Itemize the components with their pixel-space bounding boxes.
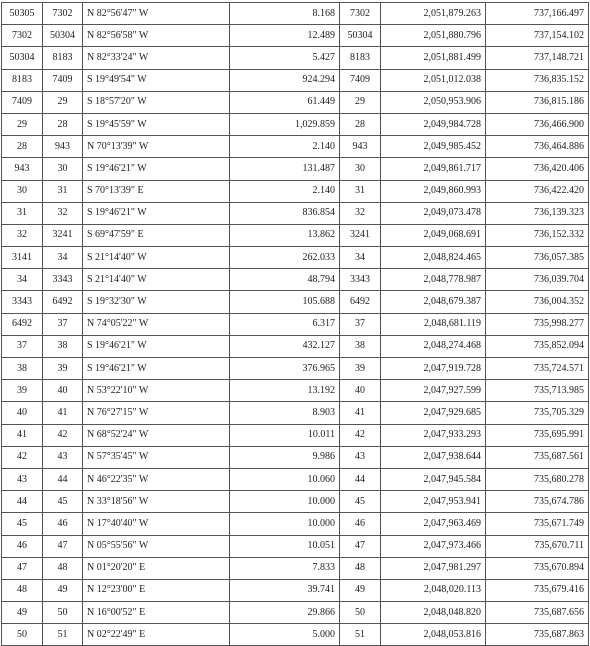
- from-station-cell: 7409: [2, 91, 43, 113]
- distance-cell: 262.033: [230, 247, 340, 269]
- northing-cell: 2,047,919.728: [381, 358, 486, 380]
- bearing-cell: S 69°47'59" E: [83, 224, 230, 246]
- distance-cell: 10.060: [230, 468, 340, 490]
- distance-cell: 10.000: [230, 491, 340, 513]
- easting-cell: 736,422.420: [486, 180, 589, 202]
- from-station-cell: 8183: [2, 69, 43, 91]
- survey-coordinates-table: [1, 2, 589, 646]
- bearing-cell: S 21°14'40" W: [83, 269, 230, 291]
- to-station-cell: 943: [43, 136, 83, 158]
- point-cell: 51: [340, 624, 381, 646]
- table-row: [2, 335, 589, 357]
- table-row: [2, 402, 589, 424]
- from-station-cell: 31: [2, 202, 43, 224]
- from-station-cell: 39: [2, 380, 43, 402]
- to-station-cell: 37: [43, 313, 83, 335]
- to-station-cell: 46: [43, 513, 83, 535]
- table-row: [2, 91, 589, 113]
- bearing-cell: N 70°13'39" W: [83, 136, 230, 158]
- easting-cell: 735,998.277: [486, 313, 589, 335]
- distance-cell: 2.140: [230, 180, 340, 202]
- table-row: [2, 513, 589, 535]
- from-station-cell: 6492: [2, 313, 43, 335]
- table-row: [2, 557, 589, 579]
- easting-cell: 736,152.332: [486, 224, 589, 246]
- to-station-cell: 50304: [43, 25, 83, 47]
- from-station-cell: 943: [2, 158, 43, 180]
- from-station-cell: 30: [2, 180, 43, 202]
- point-cell: 45: [340, 491, 381, 513]
- distance-cell: 8.168: [230, 3, 340, 25]
- point-cell: 49: [340, 579, 381, 601]
- from-station-cell: 3141: [2, 247, 43, 269]
- bearing-cell: N 82°33'24" W: [83, 47, 230, 69]
- bearing-cell: N 17°40'40" W: [83, 513, 230, 535]
- distance-cell: 7.833: [230, 557, 340, 579]
- to-station-cell: 28: [43, 113, 83, 135]
- easting-cell: 735,724.571: [486, 358, 589, 380]
- point-cell: 47: [340, 535, 381, 557]
- bearing-cell: S 70°13'39" E: [83, 180, 230, 202]
- northing-cell: 2,051,879.263: [381, 3, 486, 25]
- from-station-cell: 45: [2, 513, 43, 535]
- table-row: [2, 3, 589, 25]
- to-station-cell: 48: [43, 557, 83, 579]
- bearing-cell: S 19°49'54" W: [83, 69, 230, 91]
- distance-cell: 10.000: [230, 513, 340, 535]
- distance-cell: 61.449: [230, 91, 340, 113]
- easting-cell: 736,835.152: [486, 69, 589, 91]
- distance-cell: 12.489: [230, 25, 340, 47]
- table-row: [2, 69, 589, 91]
- to-station-cell: 51: [43, 624, 83, 646]
- to-station-cell: 6492: [43, 291, 83, 313]
- to-station-cell: 43: [43, 446, 83, 468]
- table-row: [2, 25, 589, 47]
- northing-cell: 2,047,927.599: [381, 380, 486, 402]
- point-cell: 3241: [340, 224, 381, 246]
- point-cell: 3343: [340, 269, 381, 291]
- from-station-cell: 32: [2, 224, 43, 246]
- point-cell: 7409: [340, 69, 381, 91]
- easting-cell: 735,705.329: [486, 402, 589, 424]
- point-cell: 30: [340, 158, 381, 180]
- point-cell: 44: [340, 468, 381, 490]
- table-row: [2, 491, 589, 513]
- northing-cell: 2,047,963.469: [381, 513, 486, 535]
- bearing-cell: N 68°52'24" W: [83, 424, 230, 446]
- northing-cell: 2,048,679.387: [381, 291, 486, 313]
- northing-cell: 2,048,048.820: [381, 602, 486, 624]
- table-row: [2, 291, 589, 313]
- distance-cell: 39.741: [230, 579, 340, 601]
- northing-cell: 2,048,824.465: [381, 247, 486, 269]
- easting-cell: 736,815.186: [486, 91, 589, 113]
- from-station-cell: 40: [2, 402, 43, 424]
- northing-cell: 2,049,861.717: [381, 158, 486, 180]
- point-cell: 7302: [340, 3, 381, 25]
- easting-cell: 736,057.385: [486, 247, 589, 269]
- bearing-cell: N 05°55'56" W: [83, 535, 230, 557]
- bearing-cell: S 19°46'21" W: [83, 158, 230, 180]
- point-cell: 46: [340, 513, 381, 535]
- northing-cell: 2,051,881.499: [381, 47, 486, 69]
- table-row: [2, 602, 589, 624]
- easting-cell: 735,674.786: [486, 491, 589, 513]
- from-station-cell: 44: [2, 491, 43, 513]
- bearing-cell: S 19°46'21" W: [83, 358, 230, 380]
- bearing-cell: S 19°32'30" W: [83, 291, 230, 313]
- northing-cell: 2,048,020.113: [381, 579, 486, 601]
- northing-cell: 2,051,012.038: [381, 69, 486, 91]
- easting-cell: 735,687.656: [486, 602, 589, 624]
- northing-cell: 2,048,681.119: [381, 313, 486, 335]
- easting-cell: 736,420.406: [486, 158, 589, 180]
- bearing-cell: N 33°18'56" W: [83, 491, 230, 513]
- northing-cell: 2,047,933.293: [381, 424, 486, 446]
- northing-cell: 2,048,274.468: [381, 335, 486, 357]
- table-row: [2, 624, 589, 646]
- distance-cell: 29.866: [230, 602, 340, 624]
- point-cell: 8183: [340, 47, 381, 69]
- point-cell: 28: [340, 113, 381, 135]
- northing-cell: 2,047,973.466: [381, 535, 486, 557]
- from-station-cell: 50: [2, 624, 43, 646]
- to-station-cell: 3241: [43, 224, 83, 246]
- table-row: [2, 579, 589, 601]
- distance-cell: 5.000: [230, 624, 340, 646]
- distance-cell: 48.794: [230, 269, 340, 291]
- easting-cell: 735,679.416: [486, 579, 589, 601]
- to-station-cell: 38: [43, 335, 83, 357]
- distance-cell: 13.192: [230, 380, 340, 402]
- easting-cell: 735,670.894: [486, 557, 589, 579]
- table-row: [2, 380, 589, 402]
- to-station-cell: 29: [43, 91, 83, 113]
- distance-cell: 1,029.859: [230, 113, 340, 135]
- northing-cell: 2,048,053.816: [381, 624, 486, 646]
- bearing-cell: N 53°22'10" W: [83, 380, 230, 402]
- easting-cell: 737,166.497: [486, 3, 589, 25]
- bearing-cell: N 82°56'47" W: [83, 3, 230, 25]
- table-row: [2, 535, 589, 557]
- to-station-cell: 7302: [43, 3, 83, 25]
- table-row: [2, 446, 589, 468]
- point-cell: 31: [340, 180, 381, 202]
- to-station-cell: 42: [43, 424, 83, 446]
- from-station-cell: 34: [2, 269, 43, 291]
- easting-cell: 737,154.102: [486, 25, 589, 47]
- northing-cell: 2,047,945.584: [381, 468, 486, 490]
- from-station-cell: 48: [2, 579, 43, 601]
- northing-cell: 2,047,953.941: [381, 491, 486, 513]
- point-cell: 29: [340, 91, 381, 113]
- table-row: [2, 113, 589, 135]
- bearing-cell: N 57°35'45" W: [83, 446, 230, 468]
- table-row: [2, 424, 589, 446]
- table-row: [2, 136, 589, 158]
- to-station-cell: 8183: [43, 47, 83, 69]
- easting-cell: 735,687.863: [486, 624, 589, 646]
- northing-cell: 2,050,953.906: [381, 91, 486, 113]
- point-cell: 50: [340, 602, 381, 624]
- to-station-cell: 30: [43, 158, 83, 180]
- point-cell: 34: [340, 247, 381, 269]
- northing-cell: 2,049,073.478: [381, 202, 486, 224]
- distance-cell: 8.903: [230, 402, 340, 424]
- distance-cell: 6.317: [230, 313, 340, 335]
- to-station-cell: 49: [43, 579, 83, 601]
- from-station-cell: 46: [2, 535, 43, 557]
- table-row: [2, 358, 589, 380]
- easting-cell: 736,466.900: [486, 113, 589, 135]
- table-row: [2, 269, 589, 291]
- to-station-cell: 47: [43, 535, 83, 557]
- distance-cell: 2.140: [230, 136, 340, 158]
- to-station-cell: 44: [43, 468, 83, 490]
- from-station-cell: 49: [2, 602, 43, 624]
- from-station-cell: 50305: [2, 3, 43, 25]
- easting-cell: 735,852.094: [486, 335, 589, 357]
- point-cell: 37: [340, 313, 381, 335]
- northing-cell: 2,051,880.796: [381, 25, 486, 47]
- northing-cell: 2,047,981.297: [381, 557, 486, 579]
- to-station-cell: 45: [43, 491, 83, 513]
- point-cell: 6492: [340, 291, 381, 313]
- from-station-cell: 50304: [2, 47, 43, 69]
- point-cell: 38: [340, 335, 381, 357]
- point-cell: 40: [340, 380, 381, 402]
- from-station-cell: 7302: [2, 25, 43, 47]
- to-station-cell: 3343: [43, 269, 83, 291]
- northing-cell: 2,048,778.987: [381, 269, 486, 291]
- from-station-cell: 28: [2, 136, 43, 158]
- easting-cell: 735,713.985: [486, 380, 589, 402]
- to-station-cell: 40: [43, 380, 83, 402]
- easting-cell: 735,687.561: [486, 446, 589, 468]
- easting-cell: 736,139.323: [486, 202, 589, 224]
- point-cell: 41: [340, 402, 381, 424]
- distance-cell: 432.127: [230, 335, 340, 357]
- to-station-cell: 31: [43, 180, 83, 202]
- from-station-cell: 38: [2, 358, 43, 380]
- distance-cell: 10.011: [230, 424, 340, 446]
- northing-cell: 2,049,984.728: [381, 113, 486, 135]
- table-row: [2, 158, 589, 180]
- bearing-cell: N 82°56'58" W: [83, 25, 230, 47]
- table-row: [2, 468, 589, 490]
- survey-table-body: [2, 3, 589, 646]
- table-row: [2, 224, 589, 246]
- easting-cell: 736,004.352: [486, 291, 589, 313]
- distance-cell: 105.688: [230, 291, 340, 313]
- point-cell: 48: [340, 557, 381, 579]
- distance-cell: 836.854: [230, 202, 340, 224]
- to-station-cell: 34: [43, 247, 83, 269]
- table-row: [2, 313, 589, 335]
- point-cell: 943: [340, 136, 381, 158]
- point-cell: 32: [340, 202, 381, 224]
- bearing-cell: N 76°27'15" W: [83, 402, 230, 424]
- distance-cell: 9.986: [230, 446, 340, 468]
- to-station-cell: 41: [43, 402, 83, 424]
- table-row: [2, 180, 589, 202]
- point-cell: 43: [340, 446, 381, 468]
- from-station-cell: 47: [2, 557, 43, 579]
- northing-cell: 2,047,938.644: [381, 446, 486, 468]
- from-station-cell: 42: [2, 446, 43, 468]
- to-station-cell: 32: [43, 202, 83, 224]
- bearing-cell: S 19°45'59" W: [83, 113, 230, 135]
- northing-cell: 2,049,860.993: [381, 180, 486, 202]
- bearing-cell: S 19°46'21" W: [83, 335, 230, 357]
- table-row: [2, 202, 589, 224]
- distance-cell: 5.427: [230, 47, 340, 69]
- bearing-cell: N 46°22'35" W: [83, 468, 230, 490]
- point-cell: 50304: [340, 25, 381, 47]
- from-station-cell: 37: [2, 335, 43, 357]
- bearing-cell: S 18°57'20" W: [83, 91, 230, 113]
- distance-cell: 10.051: [230, 535, 340, 557]
- bearing-cell: N 01°20'20" E: [83, 557, 230, 579]
- northing-cell: 2,047,929.685: [381, 402, 486, 424]
- easting-cell: 735,680.278: [486, 468, 589, 490]
- distance-cell: 376.965: [230, 358, 340, 380]
- bearing-cell: S 21°14'40" W: [83, 247, 230, 269]
- distance-cell: 13.862: [230, 224, 340, 246]
- easting-cell: 735,695.991: [486, 424, 589, 446]
- to-station-cell: 50: [43, 602, 83, 624]
- table-row: [2, 247, 589, 269]
- bearing-cell: N 12°23'00" E: [83, 579, 230, 601]
- northing-cell: 2,049,068.691: [381, 224, 486, 246]
- from-station-cell: 29: [2, 113, 43, 135]
- bearing-cell: S 19°46'21" W: [83, 202, 230, 224]
- from-station-cell: 41: [2, 424, 43, 446]
- easting-cell: 736,464.886: [486, 136, 589, 158]
- distance-cell: 131.487: [230, 158, 340, 180]
- easting-cell: 737,148.721: [486, 47, 589, 69]
- point-cell: 39: [340, 358, 381, 380]
- easting-cell: 735,670.711: [486, 535, 589, 557]
- to-station-cell: 7409: [43, 69, 83, 91]
- point-cell: 42: [340, 424, 381, 446]
- from-station-cell: 3343: [2, 291, 43, 313]
- distance-cell: 924.294: [230, 69, 340, 91]
- from-station-cell: 43: [2, 468, 43, 490]
- bearing-cell: N 16°00'52" E: [83, 602, 230, 624]
- to-station-cell: 39: [43, 358, 83, 380]
- bearing-cell: N 02°22'49" E: [83, 624, 230, 646]
- table-row: [2, 47, 589, 69]
- easting-cell: 735,671.749: [486, 513, 589, 535]
- bearing-cell: N 74°05'22" W: [83, 313, 230, 335]
- northing-cell: 2,049,985.452: [381, 136, 486, 158]
- easting-cell: 736,039.704: [486, 269, 589, 291]
